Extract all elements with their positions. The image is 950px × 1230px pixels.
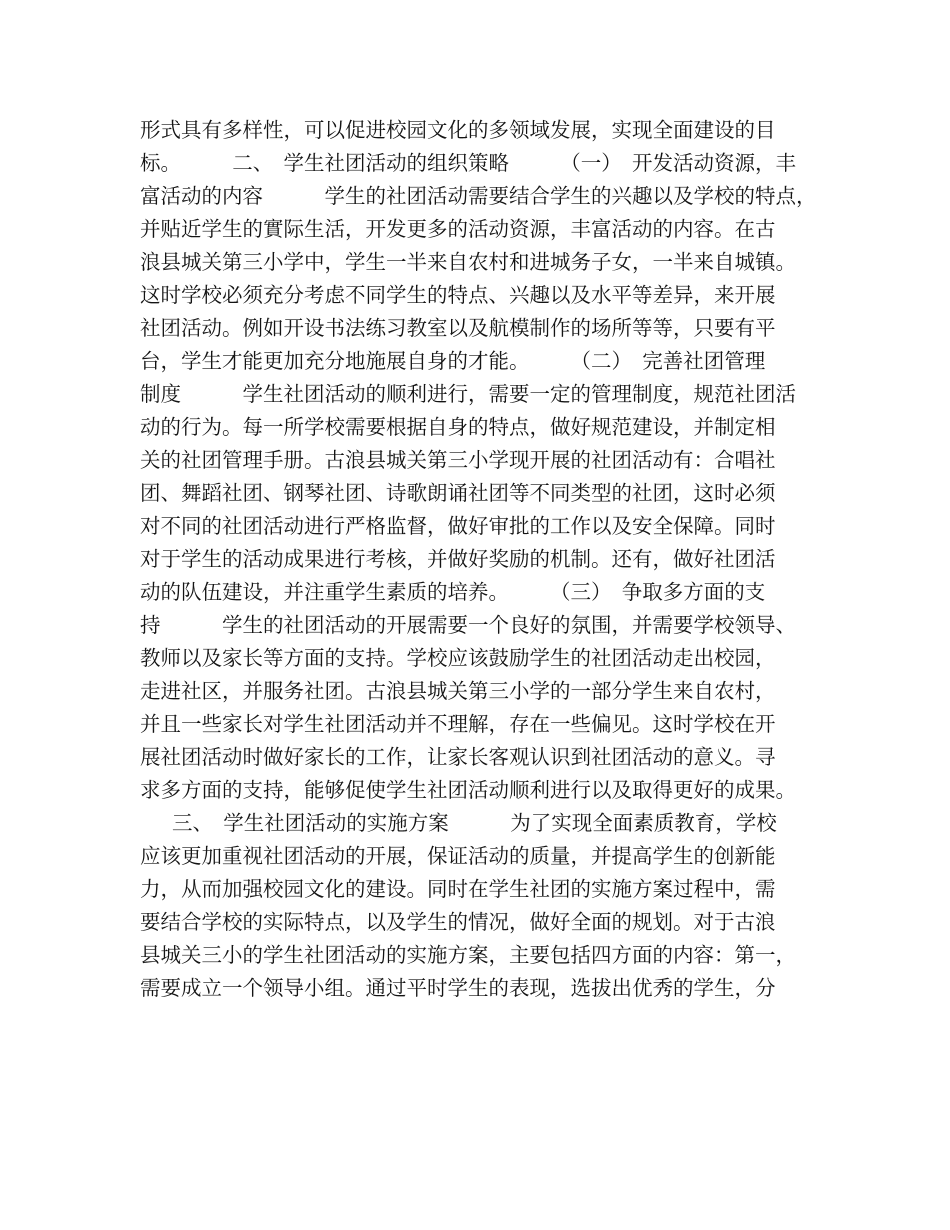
text-line: 并贴近学生的實际生活，开发更多的活动资源，丰富活动的内容。在古 bbox=[140, 217, 776, 241]
text-line: 教师以及家长等方面的支持。学校应该鼓励学生的社团活动走出校园， bbox=[140, 646, 776, 670]
text-line: 应该更加重视社团活动的开展，保证活动的质量，并提高学生的创新能 bbox=[140, 844, 776, 868]
text-line: 持 学生的社团活动的开展需要一个良好的氛围，并需要学校领导、 bbox=[140, 613, 796, 637]
text-line: 团、舞蹈社团、钢琴社团、诗歌朗诵社团等不同类型的社团，这时必须 bbox=[140, 481, 776, 505]
section-heading-line: 三、 学生社团活动的实施方案 为了实现全面素质教育，学校 bbox=[172, 811, 777, 835]
text-line: 台，学生才能更加充分地施展自身的才能。 （二） 完善社团管理 bbox=[140, 349, 766, 373]
text-line: 求多方面的支持，能够促使学生社团活动顺利进行以及取得更好的成果。 bbox=[140, 778, 796, 802]
text-line: 对于学生的活动成果进行考核，并做好奖励的机制。还有，做好社团活 bbox=[140, 547, 776, 571]
text-line: 标。 二、 学生社团活动的组织策略 （一） 开发活动资源，丰 bbox=[140, 151, 796, 175]
text-line: 浪县城关第三小学中，学生一半来自农村和进城务子女，一半来自城镇。 bbox=[140, 250, 796, 274]
text-line: 并且一些家长对学生社团活动并不理解，存在一些偏见。这时学校在开 bbox=[140, 712, 776, 736]
text-line: 展社团活动时做好家长的工作，让家长客观认识到社团活动的意义。寻 bbox=[140, 745, 776, 769]
text-line: 这时学校必须充分考虑不同学生的特点、兴趣以及水平等差异，来开展 bbox=[140, 283, 776, 307]
text-line: 富活动的内容 学生的社团活动需要结合学生的兴趣以及学校的特点， bbox=[140, 184, 817, 208]
text-line: 县城关三小的学生社团活动的实施方案，主要包括四方面的内容：第一， bbox=[140, 943, 796, 967]
text-line: 社团活动。例如开设书法练习教室以及航模制作的场所等等，只要有平 bbox=[140, 316, 776, 340]
text-line: 动的队伍建设，并注重学生素质的培养。 （三） 争取多方面的支 bbox=[140, 580, 766, 604]
body-text bbox=[140, 114, 840, 1005]
text-line: 需要成立一个领导小组。通过平时学生的表现，选拔出优秀的学生，分 bbox=[140, 976, 776, 1000]
text-line: 走进社区，并服务社团。古浪县城关第三小学的一部分学生来自农村， bbox=[140, 679, 776, 703]
text-line: 制度 学生社团活动的顺利进行，需要一定的管理制度，规范社团活 bbox=[140, 382, 796, 406]
text-line: 对不同的社团活动进行严格监督，做好审批的工作以及安全保障。同时 bbox=[140, 514, 776, 538]
text-line: 要结合学校的实际特点，以及学生的情况，做好全面的规划。对于古浪 bbox=[140, 910, 776, 934]
text-line: 动的行为。每一所学校需要根据自身的特点，做好规范建设，并制定相 bbox=[140, 415, 776, 439]
text-line: 形式具有多样性，可以促进校园文化的多领域发展，实现全面建设的目 bbox=[140, 118, 776, 142]
text-line: 关的社团管理手册。古浪县城关第三小学现开展的社团活动有：合唱社 bbox=[140, 448, 776, 472]
text-line: 力，从而加强校园文化的建设。同时在学生社团的实施方案过程中，需 bbox=[140, 877, 776, 901]
